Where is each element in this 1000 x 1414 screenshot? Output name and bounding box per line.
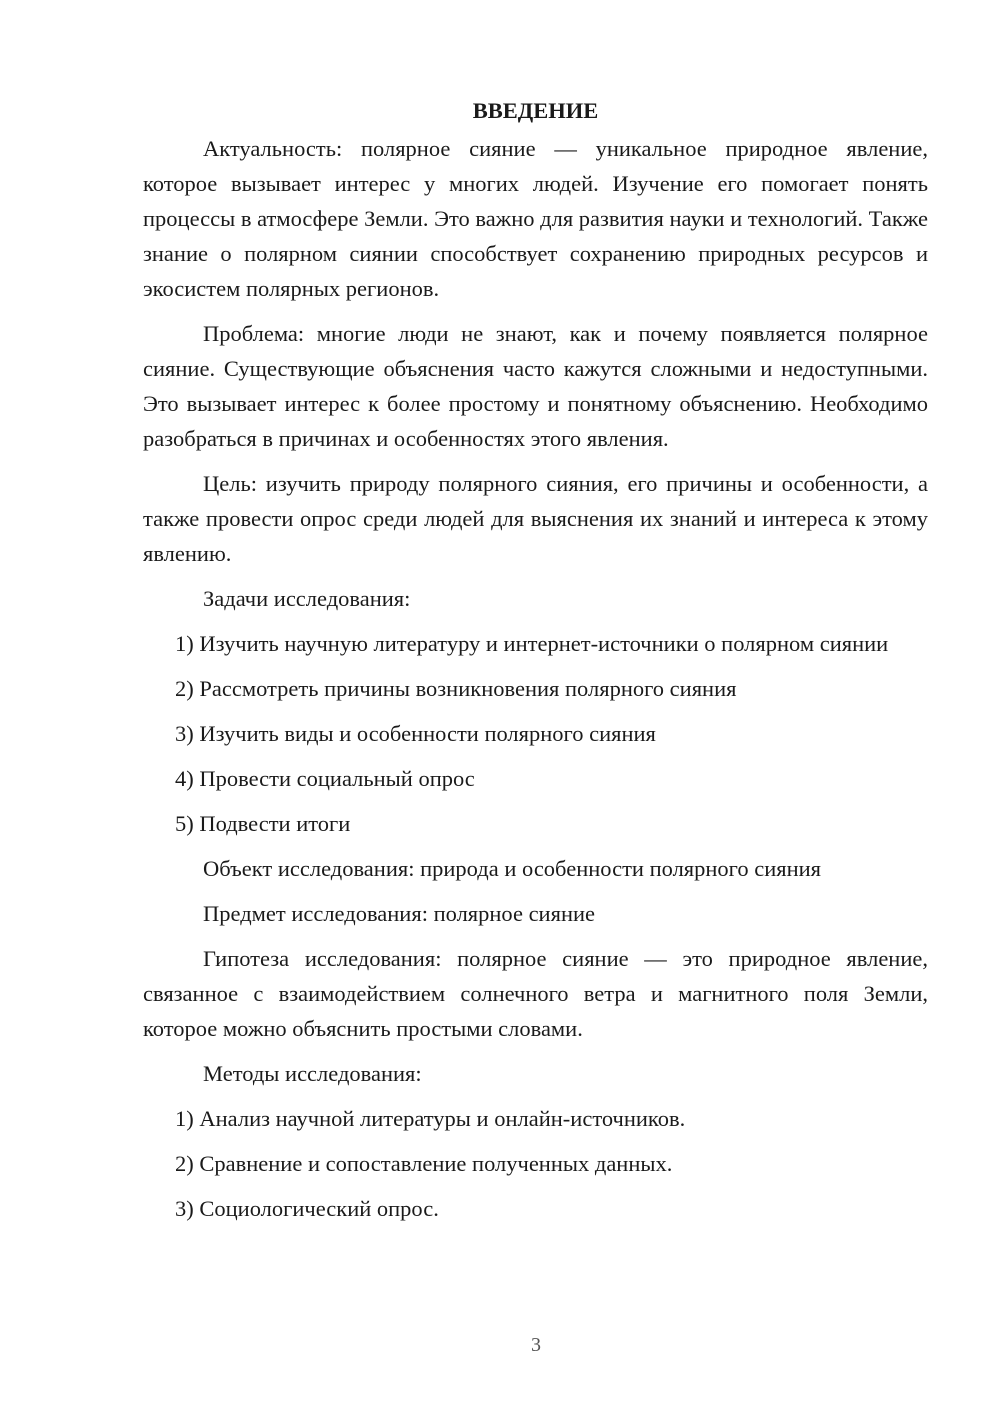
method-item-3: 3) Социологический опрос. [175,1196,439,1221]
goal-paragraph: Цель: изучить природу полярного сияния, его причины и особенности, а также провести опрос среди людей для выяснения их знаний и интереса к этому явлению. [143,471,928,566]
methods-heading: Методы исследования: [203,1061,422,1086]
hypothesis-paragraph: Гипотеза исследования: полярное сияние — это природное явление, связанное с взаимодействием солнечного ветра и магнитного поля Земли, которое можно объяснить простыми словами. [143,946,928,1041]
page-content [143,93,928,1236]
page-number: 3 [531,1334,541,1356]
task-item-1: 1) Изучить научную литературу и интернет-источники о полярном сиянии [175,631,889,656]
problem-paragraph: Проблема: многие люди не знают, как и почему появляется полярное сияние. Существующие объяснения часто кажутся сложными и недоступными. Это вызывает интерес к более простому и понятному объяснению. Необходимо разобраться в причинах и особенностях этого явления. [143,321,928,451]
relevance-paragraph: Актуальность: полярное сияние — уникальное природное явление, которое вызывает интерес у многих людей. Изучение его помогает понять процессы в атмосфере Земли. Это важно для развития науки и технологий. Также знание о полярном сиянии способствует сохранению природных ресурсов и экосистем полярных регионов. [143,136,928,301]
method-item-2: 2) Сравнение и сопоставление полученных данных. [175,1151,673,1176]
research-subject: Предмет исследования: полярное сияние [203,901,596,926]
tasks-heading: Задачи исследования: [203,586,411,611]
task-item-5: 5) Подвести итоги [175,811,351,836]
task-item-2: 2) Рассмотреть причины возникновения полярного сияния [175,676,737,701]
method-item-1: 1) Анализ научной литературы и онлайн-источников. [175,1106,686,1131]
task-item-4: 4) Провести социальный опрос [175,766,475,791]
research-object: Объект исследования: природа и особенности полярного сияния [203,856,822,881]
task-item-3: 3) Изучить виды и особенности полярного сияния [175,721,656,746]
section-title: ВВЕДЕНИЕ [472,98,599,123]
